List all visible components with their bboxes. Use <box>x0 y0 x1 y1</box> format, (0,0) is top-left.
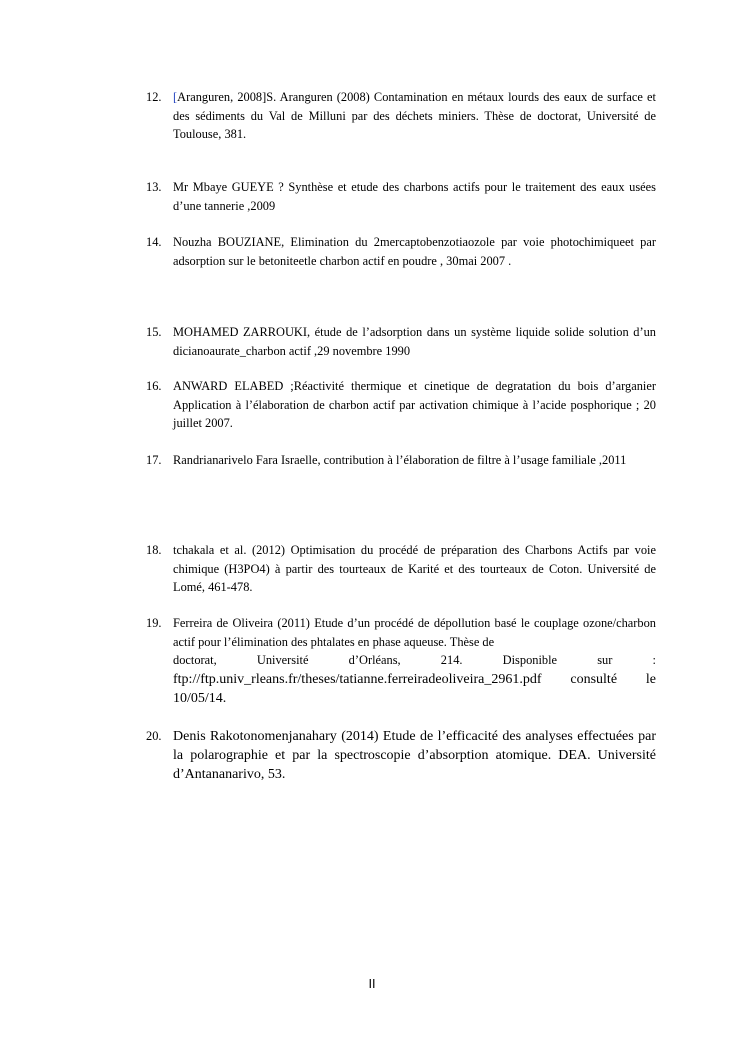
reference-text: Randrianarivelo Fara Israelle, contribution à l’élaboration de filtre à l’usage familiale ,2011 <box>173 453 627 467</box>
reference-number: 20. <box>146 729 162 743</box>
reference-text <box>173 88 656 144</box>
reference-number: 13. <box>146 180 162 194</box>
reference-item-19 <box>146 614 656 708</box>
reference-text <box>173 614 656 670</box>
reference-item-15 <box>146 323 656 360</box>
reference-item-16 <box>146 377 656 433</box>
reference-text: tchakala et al. (2012) Optimisation du procédé de préparation des Charbons Actifs par voie chimique (H3PO4) à partir des tourteaux de Karité et des tourteaux de Coton. Université de Lomé, 461-478. <box>173 543 656 594</box>
reference-item-13 <box>146 178 656 215</box>
reference-text: Mr Mbaye GUEYE ? Synthèse et etude des charbons actifs pour le traitement des eaux usées d’une tannerie ,2009 <box>173 180 656 213</box>
reference-item-12 <box>146 88 656 144</box>
reference-item-14 <box>146 233 656 270</box>
reference-number: 19. <box>146 616 162 630</box>
reference-text: Nouzha BOUZIANE, Elimination du 2mercaptobenzotiaozole par voie photochimiqueet par adsorption sur le betoniteetle charbon actif en poudre , 30mai 2007 . <box>173 235 656 268</box>
reference-number: 14. <box>146 235 162 249</box>
reference-number: 18. <box>146 543 162 557</box>
reference-text: MOHAMED ZARROUKI, étude de l’adsorption dans un système liquide solide solution d’un dicianoaurate_charbon actif ,29 novembre 1990 <box>173 325 656 358</box>
page-number: II <box>368 977 376 991</box>
reference-number: 12. <box>146 90 162 104</box>
reference-item-17 <box>146 451 656 470</box>
reference-link-bracket[interactable]: [ <box>173 90 178 104</box>
reference-item-20 <box>146 727 656 784</box>
reference-number: 17. <box>146 453 162 467</box>
reference-number: 15. <box>146 325 162 339</box>
reference-citation-line: doctorat, Université d’Orléans, 214. Disponible sur : <box>173 653 656 667</box>
reference-citation: Ferreira de Oliveira (2011) Etude d’un procédé de dépollution basé le couplage ozone/charbon actif pour l’élimination des phtalates en phase aqueuse. Thèse de <box>173 616 656 649</box>
reference-citation: Aranguren, 2008]S. Aranguren (2008) Contamination en métaux lourds des eaux de surface et des sédiments du Val de Milluni par des déchets miniers. Thèse de doctorat, Université de Toulouse, 381. <box>173 90 656 141</box>
reference-number: 16. <box>146 379 162 393</box>
reference-item-18 <box>146 541 656 597</box>
reference-url-text: ftp://ftp.univ_rleans.fr/theses/tatianne.ferreiradeoliveira_2961.pdf consulté le 10/05/14. <box>173 671 656 706</box>
reference-text: Denis Rakotonomenjanahary (2014) Etude de l’efficacité des analyses effectuées par la polarographie et par la spectroscopie d’absorption atomique. DEA. Université d’Antananarivo, 53. <box>173 729 656 782</box>
reference-text: ANWARD ELABED ;Réactivité thermique et cinetique de degratation du bois d’arganier Application à l’élaboration de charbon actif par activation chimique à l’acide posphorique ; 20 juillet 2007. <box>173 379 656 430</box>
